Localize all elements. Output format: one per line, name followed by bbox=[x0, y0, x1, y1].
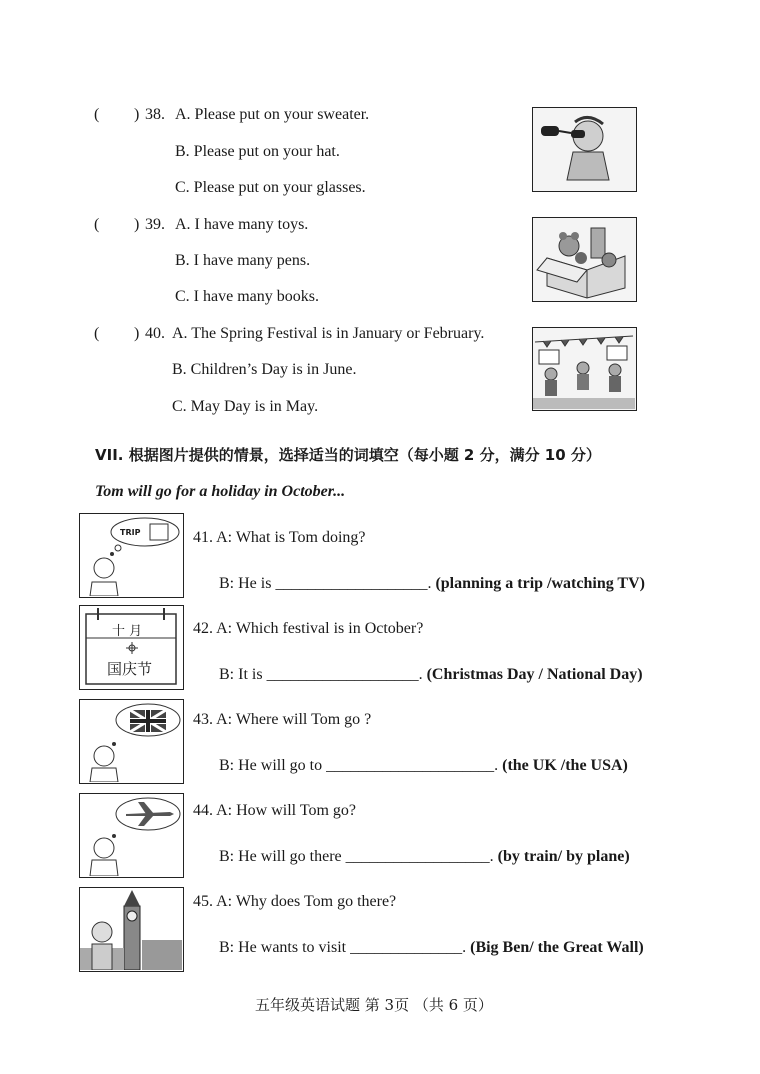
option-a: A. Please put on your sweater. bbox=[175, 106, 370, 123]
answer-prefix: B: He wants to visit bbox=[219, 939, 351, 956]
option-a: A. I have many toys. bbox=[175, 216, 309, 233]
option-b: B. Please put on your hat. bbox=[175, 143, 340, 160]
question-45-b bbox=[219, 939, 644, 957]
question-number: 39. bbox=[145, 216, 165, 233]
question-44-b bbox=[219, 848, 630, 866]
section-title: VII. 根据图片提供的情景，选择适当的词填空（每小题 2 分，满分 10 分） bbox=[95, 446, 601, 464]
answer-period: . bbox=[427, 575, 432, 592]
answer-period: . bbox=[489, 848, 494, 865]
answer-paren-open: ( bbox=[94, 216, 100, 233]
answer-choices: (Big Ben/ the Great Wall) bbox=[470, 939, 644, 956]
calendar-festival-label: 国庆节 bbox=[107, 660, 153, 678]
question-41-a: 41. A: What is Tom doing? bbox=[193, 529, 366, 546]
trip-sign-label: TRIP bbox=[120, 528, 141, 537]
question-number: 40. bbox=[145, 325, 165, 342]
option-b: B. I have many pens. bbox=[175, 252, 311, 269]
answer-paren-close: ) bbox=[134, 325, 140, 342]
question-42-b bbox=[219, 666, 643, 684]
question-43-a: 43. A: Where will Tom go ? bbox=[193, 711, 372, 728]
answer-blank[interactable]: ___________________ bbox=[275, 575, 428, 592]
answer-paren-open: ( bbox=[94, 106, 100, 123]
question-number: 38. bbox=[145, 106, 165, 123]
calendar-national-day-image bbox=[79, 605, 184, 690]
tom-planning-trip-image bbox=[79, 513, 184, 598]
answer-prefix: B: He will go to bbox=[219, 757, 327, 774]
question-44-a: 44. A: How will Tom go? bbox=[193, 802, 357, 819]
answer-choices: (by train/ by plane) bbox=[497, 848, 630, 865]
answer-blank[interactable]: _____________________ bbox=[326, 757, 495, 774]
option-c: C. Please put on your glasses. bbox=[175, 179, 366, 196]
answer-choices: (Christmas Day / National Day) bbox=[426, 666, 643, 683]
question-43-b bbox=[219, 757, 628, 775]
answer-blank[interactable]: ______________ bbox=[350, 939, 463, 956]
answer-choices: (the UK /the USA) bbox=[502, 757, 628, 774]
answer-prefix: B: It is bbox=[219, 666, 267, 683]
tom-thinking-plane-image bbox=[79, 793, 184, 878]
answer-prefix: B: He is bbox=[219, 575, 276, 592]
question-42-a: 42. A: Which festival is in October? bbox=[193, 620, 424, 637]
toy-box-image bbox=[532, 217, 637, 302]
page-footer: 五年级英语试题 第 3页 （共 6 页） bbox=[255, 996, 493, 1014]
answer-paren-close: ) bbox=[134, 216, 140, 233]
option-c: C. I have many books. bbox=[175, 288, 319, 305]
section-intro: Tom will go for a holiday in October... bbox=[95, 483, 346, 500]
tom-thinking-uk-flag-image bbox=[79, 699, 184, 784]
answer-choices: (planning a trip /watching TV) bbox=[435, 575, 645, 592]
girl-with-glasses-image bbox=[532, 107, 637, 192]
answer-period: . bbox=[494, 757, 499, 774]
answer-prefix: B: He will go there bbox=[219, 848, 346, 865]
answer-period: . bbox=[462, 939, 467, 956]
question-41-b bbox=[219, 575, 645, 593]
calendar-month-label: 十 月 bbox=[112, 624, 143, 639]
answer-paren-open: ( bbox=[94, 325, 100, 342]
option-b: B. Children’s Day is in June. bbox=[172, 361, 357, 378]
answer-blank[interactable]: __________________ bbox=[345, 848, 490, 865]
answer-period: . bbox=[418, 666, 423, 683]
tom-big-ben-image bbox=[79, 887, 184, 972]
childrens-day-image bbox=[532, 327, 637, 411]
option-c: C. May Day is in May. bbox=[172, 398, 319, 415]
option-a: A. The Spring Festival is in January or February. bbox=[172, 325, 485, 342]
answer-paren-close: ) bbox=[134, 106, 140, 123]
answer-blank[interactable]: ___________________ bbox=[266, 666, 419, 683]
question-45-a: 45. A: Why does Tom go there? bbox=[193, 893, 397, 910]
